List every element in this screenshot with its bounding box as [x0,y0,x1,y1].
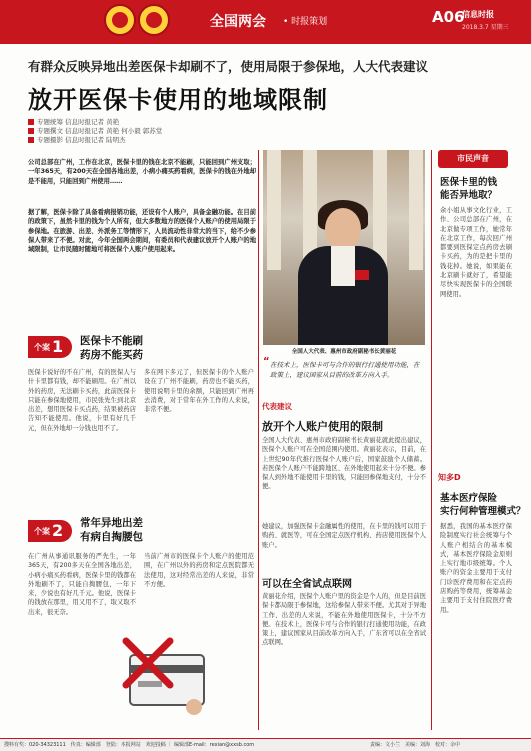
voice-tag: 市民声音 [438,150,508,168]
point2-body: 黄丽花介绍，医保个人账户里的资金是个人的，但是目前医保卡都局限于参保地，这给参保人带来不便。尤其对于异地工作、出差的人来说，不能在外地使用医保卡，十分不方便。在技术上，医保卡可与合作的银行打通使用功能，在政策上，建议国家从目前改革方向入手，广东省可以在全省试点联网。 [262,593,426,647]
case1-headline: 医保卡不能刷 药房不能买药 [80,335,143,361]
case-tag-1: 个案 1 [28,336,72,358]
quote-icon: “ [263,356,270,367]
section-subtitle: • 时报策划 [283,17,328,27]
section-title: 全国两会 [210,14,266,30]
voice-headline: 医保卡里的钱 能否异地取？ [440,177,498,201]
know-headline: 基本医疗保险 实行何种管理模式？ [440,493,526,517]
voice-body: 余小姐从事文化行业，工作、公司总部在广州，在北京做专项工作，她常年在北京工作，每次回广州都要到医保定点药房去刷卡买药，为的是把卡里的钱花掉。她说，如果能在北京刷卡就好了，希望能尽快实现医保卡的全国联网使用。 [440,207,512,298]
photo-caption: 全国人大代表、惠州市政府副秘书长黄丽花 [291,349,397,355]
emblem-icon [104,4,136,36]
page-footer [0,738,531,751]
column-divider [431,150,432,730]
publish-date: 2018.3.7 星期三 [462,24,509,31]
kicker-headline: 有群众反映异地出差医保卡却刷不了，使用局限于参保地，人大代表建议 [28,59,429,74]
point2-headline: 可以在全省试点联网 [262,579,352,590]
rec-body: 全国人大代表、惠州市政府副秘书长黄丽花就此提出建议，医保个人账户可在全国范围内使用。黄丽花表示，目前，在上世纪90年代推行医保个人账户后，国家鼓励个人储蓄。若医保个人账户不能跨地区、在外地使用起来十分不便。参保人到外地不能使用卡里的钱，只能回参保地支付，十分不便。 [262,437,426,491]
case1-body: 医保卡说好的不在广州，有的医保人与什卡里都有钱，却不能刷用。在广州以外的药房，无法刷卡买药，此前医保卡只能在参保地使用，市民张先生到北京出差，想用医保卡买点药，结果被药店告知不能使用。他说，卡里有好几千元，但在外地却一分钱也用不了。 [28,369,136,432]
case1-body-2: 多在网下多元了，但医保卡的个人账户设在了广州不能刷，药房也不能买药，使用说明卡里的余额，只能回到广州再去消费，对于常年在外工作的人来说，非常不便。 [144,369,254,414]
byline: 专题撰文 信息时报记者 黄艳 何小毅 郭苏堂 [28,126,162,135]
byline: 专题统筹 信息时报记者 黄艳 [28,117,119,126]
case-tag-2: 个案 2 [28,520,72,542]
footer-contact: 搜料有奖：020-34323111 传真：编辑部 登陆：本报网站 欢迎投稿 ｜ 编辑部E-mail：rexian@xxsb.com [4,742,255,748]
case2-body: 在广州从事通讯服务的严先生，一年365天，有200多天在全国各地出差，小病小痛买药看病，医保卡里的钱都在外地刷不了，只能自掏腰包，一年下来，少说也有好几千元。他说，医保卡的钱放在那里，用又用不了，取又取不出来，很无奈。 [28,553,136,616]
rec-headline: 放开个人账户使用的限制 [262,420,383,433]
case2-headline: 常年异地出差 有病自掏腰包 [80,517,143,543]
main-headline: 放开医保卡使用的地域限制 [28,86,328,114]
page-header [0,0,531,44]
brand-name: 信息时报 [462,10,494,19]
badge-icon [355,270,369,280]
footer-editors: 责编：文小兰 美编：刘海 校对：余中 [370,742,461,748]
know-body: 据悉，我国的基本医疗保险制度实行社会统筹与个人账户相结合的基本模式，基本医疗保险金原则上实行地市级统筹。个人账户的资金主要用于支付门诊医疗费用和在定点药店购药等费用，统筹基金主要用于支付住院医疗费用。 [440,523,512,614]
know-tag: 知多D [438,473,461,482]
recommend-tag: 代表建议 [262,402,292,411]
lead-paragraph: 公司总部在广州，工作在北京，医保卡里的钱在北京不能刷，只能回到广州支取；一年365天，有200天在全国各地出差，小病小痛买药看病，医保卡的钱在外地却是不能用，只能回到广州使用…… [28,159,256,185]
page-number: A06 [432,8,465,26]
emblem-icon [138,4,170,36]
delegate-photo [263,150,425,345]
case2-body-2: 当前广州市的医保卡个人账户的使用范围，在广州以外的药房和定点医院都无法使用，这对经常出差的人来说，非常不方便。 [144,553,254,588]
card-x-illustration [112,627,218,719]
bullet-icon [28,137,34,143]
pull-quote: 在技术上，医保卡可与合作的银行打通使用功能，在政策上，建议国家从目前的改革方向入手。 [270,361,420,379]
byline: 专题摄影 信息时报记者 陆明杰 [28,135,126,144]
bullet-icon [28,119,34,125]
bullet-icon [28,128,34,134]
rec-body-2: 她建议，加强医保卡金融属性的使用，在卡里的钱可以用于购药、就医等，可在全国定点医疗机构、药店使用医保个人账户。 [262,523,426,549]
lead-paragraph-2: 据了解，医保卡除了具备看病报销功能，还设有个人账户，具备金融功能。在目前的政策下，虽然卡里的钱为个人所有，但大多数地方的医保个人账户的使用局限于参保地。在旅游、出差、外派务工等情形下，人员流动性非常大的当下，给不少参保人带来了不便。对此，今年全国两会期间，有委员和代表建议放开个人账户的地域限制，让市民随时随地可将医保个人账户使用起来。 [28,209,256,254]
column-divider [258,150,259,730]
